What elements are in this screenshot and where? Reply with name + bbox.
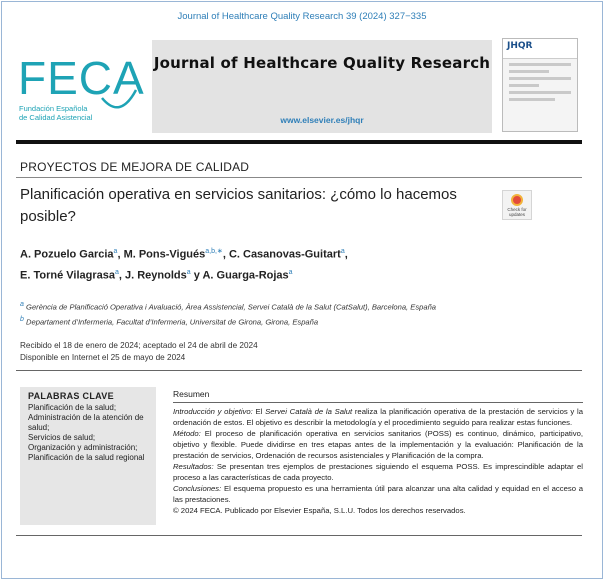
keyword-item[interactable]: Administración de la atención de salud; (28, 413, 144, 432)
journal-url-link[interactable]: www.elsevier.es/jhqr (280, 115, 364, 125)
method-label: Método: (173, 429, 201, 438)
author-separator: , (222, 248, 229, 261)
author-affiliation-ref[interactable]: a,b,∗ (205, 248, 223, 255)
journal-title: Journal of Healthcare Quality Research (153, 54, 491, 72)
check-for-updates-button[interactable] (502, 190, 532, 220)
affiliation-item (20, 314, 590, 329)
cover-label: JHQR (503, 39, 577, 59)
cover-line (509, 63, 571, 66)
conclusions-text: El esquema propuesto es una herramienta útil para alcanzar una alta calidad y equidad en el acceso a las prestaciones. (173, 484, 583, 504)
author-name[interactable]: E. Torné Vilagrasa (20, 269, 115, 282)
online-date: Disponible en Internet el 25 de mayo de 2024 (20, 353, 186, 362)
keyword-item[interactable]: Servicios de salud; (28, 433, 96, 442)
section-divider (16, 177, 582, 178)
conclusions-label: Conclusiones: (173, 484, 222, 493)
check-updates-label (503, 207, 531, 217)
author-affiliation-ref[interactable]: a (288, 268, 293, 276)
copyright-notice: © 2024 FECA. Publicado por Elsevier España, S.L.U. Todos los derechos reservados. (173, 506, 466, 515)
abstract-conclusions (173, 483, 583, 505)
method-text: El proceso de planificación operativa en servicios sanitarios (POSS) es continuo, dinámico, participativo, objetivo y flexible. Puede dividirse en tres etapas antes de la implementación y la evaluación: Planificación de la prestación de servicios, Ordenación de recursos asistenciales y Planificación de la compra. (173, 429, 583, 460)
author-separator: , (344, 248, 348, 261)
article-first-page (1, 1, 603, 579)
badge-line1: Check for (507, 207, 527, 212)
article-title: Planificación operativa en servicios sanitarios: ¿cómo lo hacemos posible? (20, 186, 457, 225)
header-divider (16, 140, 582, 144)
author-name[interactable]: A. Guarga-Rojas (202, 269, 289, 282)
affiliations (20, 299, 590, 328)
cover-line (509, 70, 549, 73)
received-accepted-date: Recibido el 18 de enero de 2024; aceptado el 24 de abril de 2024 (20, 341, 258, 350)
keywords-heading: PALABRAS CLAVE (28, 391, 114, 401)
cover-line (509, 98, 555, 101)
intro-emphasis: Servei Català de la Salut (265, 407, 353, 416)
abstract-introduction (173, 406, 583, 428)
logo-subtitle-line2: de Calidad Asistencial (19, 113, 93, 122)
author-affiliation-ref[interactable]: a (114, 268, 119, 276)
dates-divider (16, 370, 582, 371)
abstract-results (173, 461, 583, 483)
intro-text: realiza la planificación operativa de la prestación de servicios y la ordenación de estos. El objetivo es describir la metodología y el procedimiento seguido para realizar estas funciones. (173, 407, 583, 427)
author-name[interactable]: A. Pozuelo Garcia (20, 248, 114, 261)
cover-line (509, 91, 571, 94)
author-name[interactable]: C. Casanovas-Guitart (228, 248, 341, 261)
keywords-box (20, 387, 156, 525)
intro-text: El (252, 407, 266, 416)
intro-label: Introducción y objetivo: (173, 407, 253, 416)
author-separator: , (118, 269, 125, 282)
keyword-item[interactable]: Planificación de la salud regional (28, 453, 145, 462)
feca-logo (16, 46, 146, 136)
abstract-method (173, 428, 583, 461)
results-label: Resultados: (173, 462, 214, 471)
cover-line (509, 84, 539, 87)
affiliation-text: Gerència de Planificació Operativa i Avaluació, Àrea Assistencial, Servei Català de la Salut (CatSalut), Barcelona, España (26, 302, 437, 312)
journal-cover-thumbnail[interactable] (502, 38, 578, 132)
affiliation-marker: b (20, 315, 24, 323)
author-affiliation-ref[interactable]: a (340, 248, 345, 255)
check-updates-icon (511, 194, 523, 206)
cover-line (509, 77, 571, 80)
journal-reference[interactable]: Journal of Healthcare Quality Research 39 (2024) 327−335 (177, 11, 427, 22)
feca-logo-subtitle (19, 104, 129, 122)
author-separator: y (190, 269, 203, 282)
abstract-heading: Resumen (173, 389, 210, 399)
keyword-item[interactable]: Planificación de la salud; (28, 403, 117, 412)
article-section-label: PROYECTOS DE MEJORA DE CALIDAD (20, 160, 250, 174)
affiliation-item (20, 299, 590, 314)
author-affiliation-ref[interactable]: a (113, 248, 118, 255)
feca-logo-text: FECA (18, 52, 145, 104)
author-separator: , (117, 248, 124, 261)
abstract-divider (173, 402, 583, 403)
author-name[interactable]: M. Pons-Vigués (123, 248, 206, 261)
article-dates (20, 340, 580, 364)
abstract (173, 389, 583, 516)
author-affiliation-ref[interactable]: a (186, 268, 191, 276)
badge-line2: updates (508, 212, 525, 217)
logo-subtitle-line1: Fundación Española (19, 104, 88, 113)
keyword-item[interactable]: Organización y administración; (28, 443, 138, 452)
results-text: Se presentan tres ejemplos de prestaciones siguiendo el esquema POSS. Es imprescindible adaptar el proceso a las características de cada proyecto. (173, 462, 583, 482)
affiliation-marker: a (20, 301, 24, 308)
author-list (20, 243, 580, 284)
author-name[interactable]: J. Reynolds (125, 269, 187, 282)
affiliation-text: Departament d’Infermeria, Facultat d’Infermeria, Universitat de Girona, Girona, España (26, 317, 319, 327)
journal-banner (152, 40, 492, 133)
bottom-divider (16, 535, 582, 536)
